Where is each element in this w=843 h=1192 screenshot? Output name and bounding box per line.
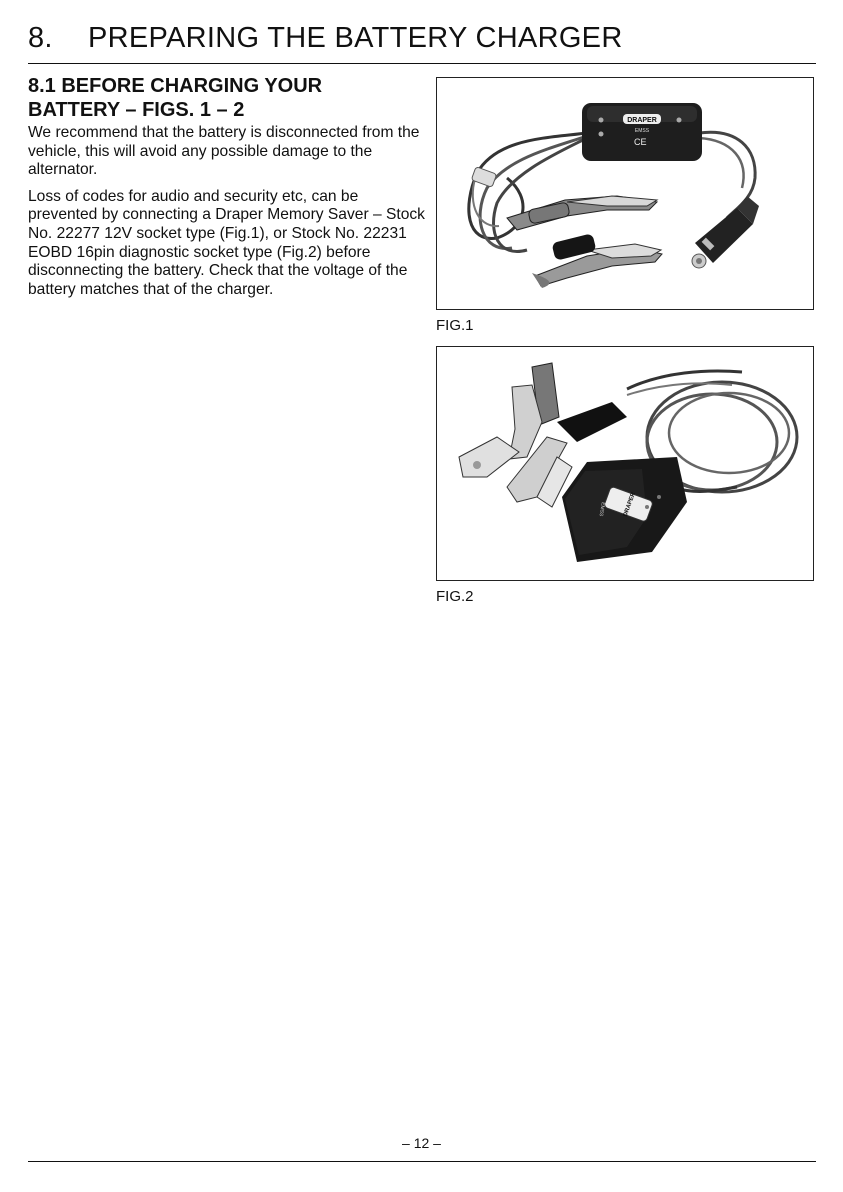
figure-1-image [436, 77, 814, 310]
paragraph-disconnect: We recommend that the battery is disconnected from the vehicle, this will avoid any possible damage to the alternator. [28, 124, 420, 179]
crocodile-clamp-black [532, 233, 662, 288]
fig2-brand-label: DRAPER [622, 491, 638, 518]
fig1-brand-label: DRAPER [627, 117, 657, 124]
obd-connector [562, 457, 687, 562]
page-heading [28, 22, 816, 55]
fig1-model-label: EMSS [634, 128, 650, 134]
figure-2-caption: FIG.2 [436, 588, 474, 605]
figure-2-image [436, 346, 814, 581]
subsection-title-line-1: 8.1 BEFORE CHARGING YOUR [28, 75, 323, 97]
page-number: – 12 – [402, 1135, 441, 1151]
cigarette-lighter-plug [692, 196, 759, 268]
paragraph-memory-saver: Loss of codes for audio and security etc, can be prevented by connecting a Draper Memory Saver – Stock No. 22277 12V socket type (Fig.1), or Stock No. 22231 EOBD 16pin diagnostic socket type (Fig.2) before disconnecting the battery. Check that the voltage of the battery matches that of the charger. [28, 187, 425, 298]
svg-text:CE: CE [634, 137, 647, 147]
figure-1-caption: FIG.1 [436, 317, 474, 334]
section-heading-text: PREPARING THE BATTERY CHARGER [88, 22, 623, 54]
charger-illustration [437, 78, 813, 309]
section-number: 8. [28, 22, 53, 54]
footer-divider [28, 1161, 816, 1162]
obd-memory-saver-illustration [437, 347, 813, 580]
subsection-title [28, 74, 418, 122]
heading-divider [28, 63, 816, 64]
subsection-title-line-2: BATTERY – FIGS. 1 – 2 [28, 99, 245, 121]
crocodile-clamp-red [507, 196, 657, 230]
fig2-model-label: EMSS [597, 501, 606, 517]
body-text [28, 124, 428, 307]
